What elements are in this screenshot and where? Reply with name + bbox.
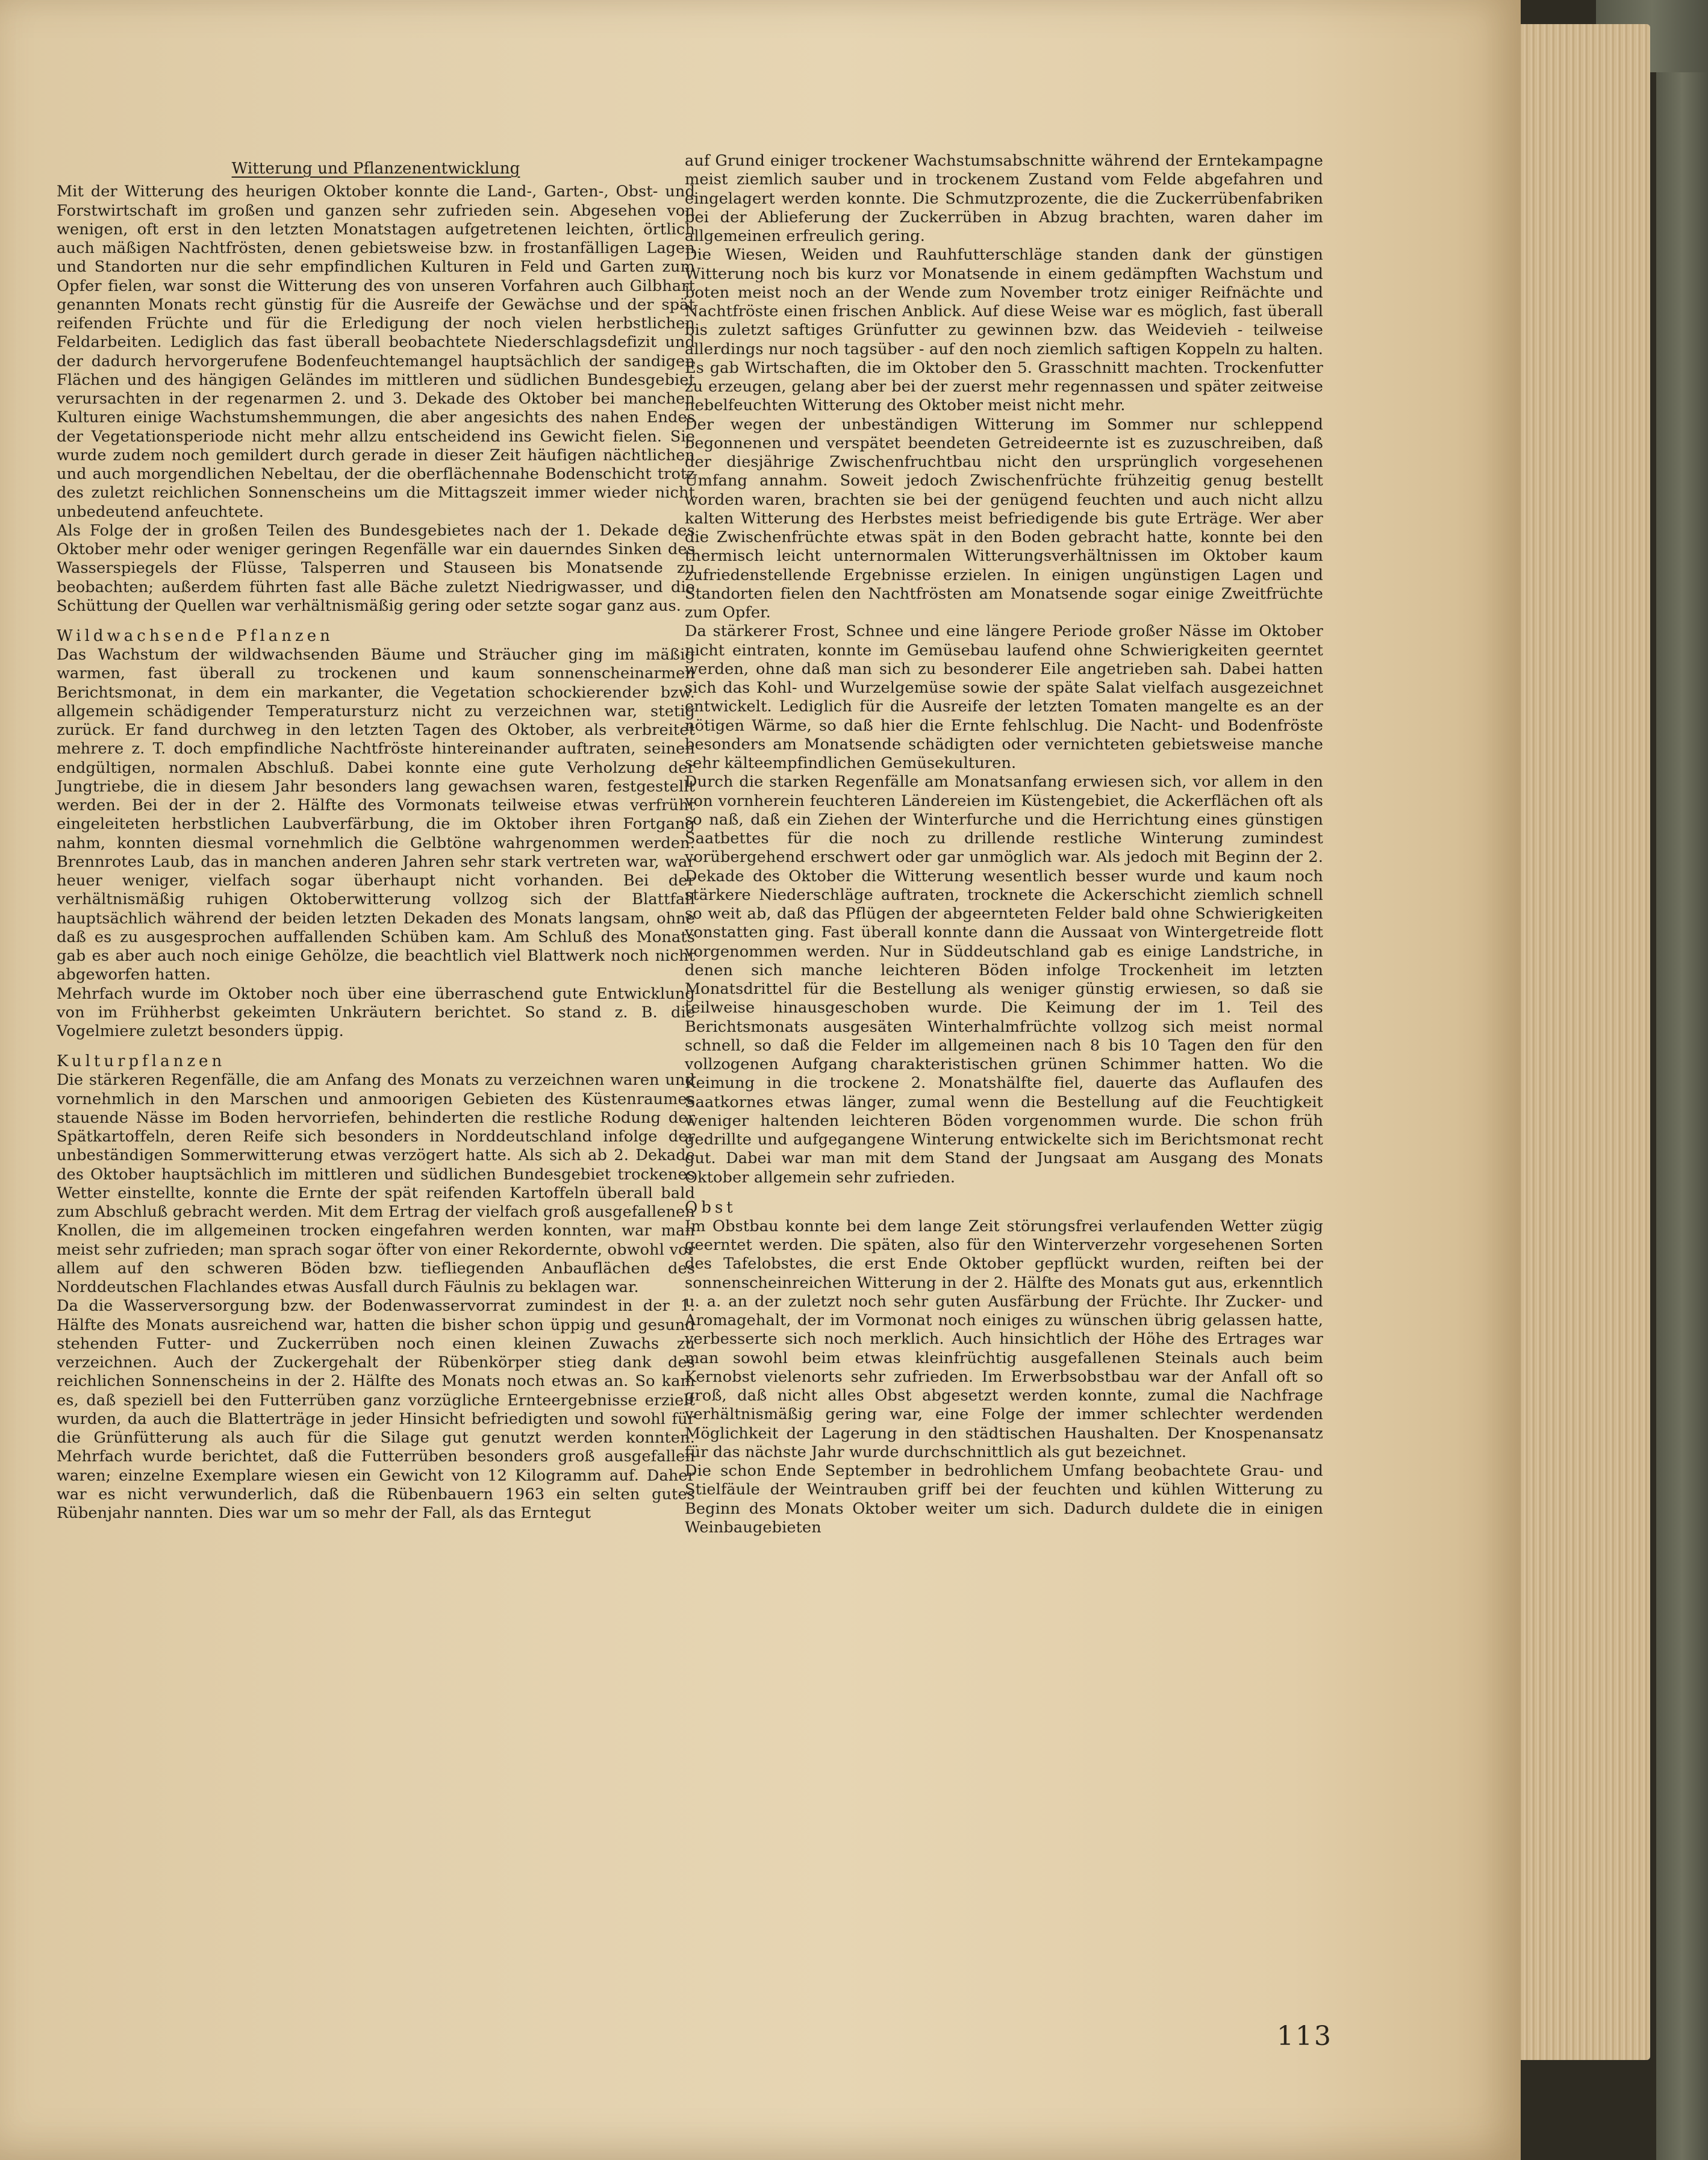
paragraph-water-levels: Als Folge der in großen Teilen des Bundesgebietes nach der 1. Dekade des Oktober mehr oder weniger geringen Regenfälle war ein dauerndes Sinken des Wasserspiegels der Flüsse, Talsperren und Stauseen bis Monatsende zu beobachten; außerdem führten fast alle Bäche zuletzt Niedrigwasser, und die Schüttung der Quellen war verhältnismäßig gering oder setzte sogar ganz aus. bbox=[57, 521, 695, 615]
page-number: 113 bbox=[1277, 2021, 1333, 2052]
paragraph-meadows: Die Wiesen, Weiden und Rauhfutterschläge standen dank der günstigen Witterung noch bis kurz vor Monatsende in einem gedämpften Wachstum und boten meist noch an der Wende zum November trotz einiger Reifnächte und Nachtfröste einen frischen Anblick. Auf diese Weise war es möglich, fast überall bis zuletzt saftiges Grünfutter zu gewinnen bzw. das Weidevieh - teilweise allerdings nur noch tagsüber - auf den noch ziemlich saftigen Koppeln zu halten. Es gab Wirtschaften, die im Oktober den 5. Grasschnitt machten. Trockenfutter zu erzeugen, gelang aber bei der zuerst mehr regennassen und später zeitweise nebelfeuchten Witterung des Oktober meist nicht mehr. bbox=[685, 246, 1323, 415]
paragraph-weeds: Mehrfach wurde im Oktober noch über eine überraschend gute Entwicklung von im Frühherbst gekeimten Unkräutern berichtet. So stand z. B. die Vogelmiere zuletzt besonders üppig. bbox=[57, 984, 695, 1040]
section-heading-crops: Kulturpflanzen bbox=[57, 1052, 226, 1071]
paragraph-weather-intro: Mit der Witterung des heurigen Oktober konnte die Land-, Garten-, Obst- und Forstwirtschaft im großen und ganzen sehr zufrieden sein. Abgesehen von wenigen, oft erst in den letzten Monatstagen aufgetretenen leichten, örtlich auch mäßigen Nachtfrösten, denen gebietsweise bzw. in frostanfälligen Lagen und Standorten nur die sehr empfindlichen Kulturen in Feld und Garten zum Opfer fielen, war sonst die Witterung des von unseren Vorfahren auch Gilbhart genannten Monats recht günstig für die Ausreife der Gewächse und der spät reifenden Früchte und für die Erledigung der noch vielen herbstlichen Feldarbeiten. Lediglich das fast überall beobachtete Niederschlagsdefizit und der dadurch hervorgerufene Bodenfeuchtemangel hauptsächlich der sandigen Flächen und des hängigen Geländes im mittleren und südlichen Bundesgebiet verursachten in der regenarmen 2. und 3. Dekade des Oktober bei manchen Kulturen einige Wachstumshemmungen, die aber angesichts des nahen Endes der Vegetationsperiode nicht mehr allzu entscheidend ins Gewicht fielen. Sie wurde zudem noch gemildert durch gerade in dieser Zeit häufigen nächtlichen und auch morgendlichen Nebeltau, der die oberflächennahe Bodenschicht trotz des zuletzt reichlichen Sonnenscheins um die Mittagszeit immer wieder nicht unbedeutend anfeuchtete. bbox=[57, 183, 695, 521]
paragraph-catch-crops: Der wegen der unbeständigen Witterung im Sommer nur schleppend begonnenen und verspätet beendeten Getreideernte ist es zuzuschreiben, daß der diesjährige Zwischenfruchtbau nicht den ursprünglich vorgesehenen Umfang annahm. Soweit jedoch Zwischenfrüchte frühzeitig genug bestellt worden waren, brachten sie bei der genügend feuchten und auch nicht allzu kalten Witterung des Herbstes meist befriedigende bis gute Erträge. Wer aber die Zwischenfrüchte etwas spät in den Boden gebracht hatte, konnte bei den thermisch leicht unternormalen Witterungsverhältnissen im Oktober kaum zufriedenstellende Ergebnisse erzielen. In einigen ungünstigen Lagen und Standorten fielen den Nachtfrösten am Monatsende sogar einige Zweitfrüchte zum Opfer. bbox=[685, 415, 1323, 622]
right-column bbox=[685, 152, 1323, 1537]
paragraph-beets: Da die Wasserversorgung bzw. der Bodenwasservorrat zumindest in der 1. Hälfte des Monats ausreichend war, hatten die bisher schon üppig und gesund stehenden Futter- und Zuckerrüben noch einen kleinen Zuwachs zu verzeichnen. Auch der Zuckergehalt der Rübenkörper stieg dank des reichlichen Sonnenscheins in der 2. Hälfte des Monats noch etwas an. So kam es, daß speziell bei den Futterrüben ganz vorzügliche Ernteergebnisse erzielt wurden, da auch die Blatterträge in jeder Hinsicht befriedigten und sowohl für die Grünfütterung als auch für die Silage gut genutzt werden konnten. Mehrfach wurde berichtet, daß die Futterrüben besonders groß ausgefallen waren; einzelne Exemplare wiesen ein Gewicht von 12 Kilogramm auf. Daher war es nicht verwunderlich, daß die Rübenbauern 1963 ein selten gutes Rübenjahr nannten. Dies war um so mehr der Fall, als das Erntegut bbox=[57, 1297, 695, 1522]
section-heading-fruit: Obst bbox=[685, 1198, 737, 1217]
paragraph-wild-growth: Das Wachstum der wildwachsenden Bäume und Sträucher ging im mäßig warmen, fast überall zu trockenen und kaum sonnenscheinarmen Berichtsmonat, in dem ein markanter, die Vegetation schockierender bzw. allgemein schädigender Temperatursturz nicht zu verzeichnen war, stetig zurück. Er fand durchweg in den letzten Tagen des Oktober, als verbreitet mehrere z. T. doch empfindliche Nachtfröste hintereinander auftraten, seinen endgültigen, normalen Abschluß. Dabei konnte eine gute Verholzung der Jungtriebe, die in diesem Jahr besonders lang gewachsen waren, festgestellt werden. Bei der in der 2. Hälfte des Vormonats teilweise etwas verfrüht eingeleiteten herbstlichen Laubverfärbung, die im Oktober ihren Fortgang nahm, konnten diesmal vornehmlich die Gelbtöne wahrgenommen werden. Brennrotes Laub, das in manchen anderen Jahren sehr stark vertreten war, war heuer weniger, vielfach sogar überhaupt nicht vorhanden. Bei der verhältnismäßig ruhigen Oktoberwitterung vollzog sich der Blattfall hauptsächlich während der beiden letzten Dekaden des Monats langsam, ohne daß es zu ausgesprochen auffallenden Schüben kam. Am Schluß des Monats gab es aber auch noch einige Gehölze, die beachtlich viel Blattwerk noch nicht abgeworfen hatten. bbox=[57, 646, 695, 984]
left-column bbox=[57, 160, 695, 1523]
paragraph-grape-rot: Die schon Ende September in bedrohlichem Umfang beobachtete Grau- und Stielfäule der Weintrauben griff bei der feuchten und kühlen Witterung zu Beginn des Monats Oktober weiter um sich. Dadurch duldete die in einigen Weinbaugebieten bbox=[685, 1462, 1323, 1537]
paragraph-potatoes: Die stärkeren Regenfälle, die am Anfang des Monats zu verzeichnen waren und vornehmlich in den Marschen und anmoorigen Gebieten des Küstenraumes stauende Nässe im Boden hervorriefen, behinderten die restliche Rodung der Spätkartoffeln, deren Reife sich besonders in Norddeutschland infolge der unbeständigen Sommerwitterung etwas verzögert hatte. Als sich ab 2. Dekade des Oktober hauptsächlich im mittleren und südlichen Bundesgebiet trockenes Wetter einstellte, konnte die Ernte der spät reifenden Kartoffeln überall bald zum Abschluß gebracht werden. Mit dem Ertrag der vielfach groß ausgefallenen Knollen, die im allgemeinen trocken eingefahren werden konnten, war man meist sehr zufrieden; man sprach sogar öfter von einer Rekordernte, obwohl vor allem auf den schweren Böden bzw. tiefliegenden Anbauflächen des Norddeutschen Flachlandes etwas Ausfall durch Fäulnis zu beklagen war. bbox=[57, 1071, 695, 1296]
paragraph-winter-sowing: Durch die starken Regenfälle am Monatsanfang erwiesen sich, vor allem in den von vornherein feuchteren Ländereien im Küstengebiet, die Ackerflächen oft als so naß, daß ein Ziehen der Winterfurche und die Herrichtung eines günstigen Saatbettes für die noch zu drillende restliche Winterung zumindest vorübergehend erschwert oder gar unmöglich war. Als jedoch mit Beginn der 2. Dekade des Oktober die Witterung wesentlich besser wurde und kaum noch stärkere Niederschläge auftraten, trocknete die Ackerschicht ziemlich schnell so weit ab, daß das Pflügen der abgeernteten Felder bald ohne Schwierigkeiten vonstatten ging. Fast überall konnte dann die Aussaat von Wintergetreide flott vorgenommen werden. Nur in Süddeutschland gab es einige Landstriche, in denen sich manche leichteren Böden infolge Trockenheit im letzten Monatsdrittel für die Bestellung als weniger günstig erwiesen, so daß sie teilweise hinausgeschoben wurde. Die Keimung der im 1. Teil des Berichtsmonats ausgesäten Winterhalmfrüchte vollzog sich meist normal schnell, so daß die Felder im allgemeinen nach 8 bis 10 Tagen den für den vollzogenen Aufgang charakteristischen grünen Schimmer hatten. Wo die Keimung in die trockene 2. Monatshälfte fiel, dauerte das Auflaufen des Saatkornes etwas länger, zumal wenn die Bestellung auf die Feuchtigkeit weniger haltenden leichteren Böden vorgenommen wurde. Die schon früh gedrillte und aufgegangene Winterung entwickelte sich im Berichtsmonat recht gut. Dabei war man mit dem Stand der Jungsaat am Ausgang des Monats Oktober allgemein sehr zufrieden. bbox=[685, 773, 1323, 1187]
section-heading-wild-plants: Wildwachsende Pflanzen bbox=[57, 627, 334, 645]
page-title: Witterung und Pflanzenentwicklung bbox=[231, 160, 520, 178]
paragraph-vegetables: Da stärkerer Frost, Schnee und eine längere Periode großer Nässe im Oktober nicht eintraten, konnte im Gemüsebau laufend ohne Schwierigkeiten geerntet werden, ohne daß man sich zu besonderer Eile angetrieben sah. Dabei hatten sich das Kohl- und Wurzelgemüse sowie der späte Salat vielfach ausgezeichnet entwickelt. Lediglich für die Ausreife der letzten Tomaten mangelte es an der nötigen Wärme, so daß hier die Ernte fehlschlug. Die Nacht- und Bodenfröste besonders am Monatsende schädigten oder vernichteten gebietsweise manche sehr kälteempfindlichen Gemüsekulturen. bbox=[685, 622, 1323, 772]
book-cover-edge bbox=[1656, 0, 1708, 2160]
paragraph-fruit-harvest: Im Obstbau konnte bei dem lange Zeit störungsfrei verlaufenden Wetter zügig geerntet werden. Die späten, also für den Winterverzehr vorgesehenen Sorten des Tafelobstes, die erst Ende Oktober gepflückt wurden, reiften bei der sonnenscheinreichen Witterung in der 2. Hälfte des Monats gut aus, erkenntlich u. a. an der zuletzt noch sehr guten Ausfärbung der Früchte. Ihr Zucker- und Aromagehalt, der im Vormonat noch einiges zu wünschen übrig gelassen hatte, verbesserte sich noch merklich. Auch hinsichtlich der Höhe des Ertrages war man sowohl beim etwas kleinfrüchtig ausgefallenen Steinals auch beim Kernobst vielenorts sehr zufrieden. Im Erwerbsobstbau war der Anfall oft so groß, daß nicht alles Obst abgesetzt werden konnte, zumal die Nachfrage verhältnismäßig gering war, eine Folge der immer schlechter werdenden Möglichkeit der Lagerung in den städtischen Haushalten. Der Knospenansatz für das nächste Jahr wurde durchschnittlich als gut bezeichnet. bbox=[685, 1217, 1323, 1461]
paragraph-harvest-campaign: auf Grund einiger trockener Wachstumsabschnitte während der Erntekampagne meist ziemlich sauber und in trockenem Zustand vom Felde abgefahren und eingelagert werden konnte. Die Schmutzprozente, die die Zuckerrübenfabriken bei der Ablieferung der Zuckerrüben in Abzug brachten, waren daher im allgemeinen erfreulich gering. bbox=[685, 152, 1323, 245]
